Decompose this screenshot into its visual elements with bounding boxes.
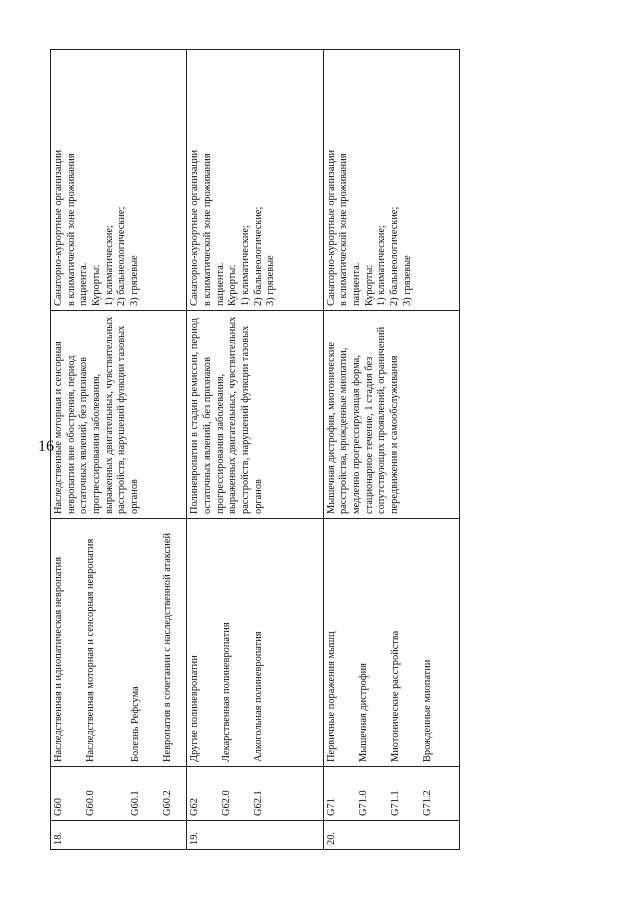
resort-line: 3) грязевые: [129, 255, 141, 306]
table-row: [187, 50, 323, 850]
resort-line: пациента.: [78, 262, 90, 306]
icd-code: G60.1: [130, 790, 141, 816]
resort-cell: [323, 50, 459, 311]
resort-line: Санаторно-курортные организации: [53, 149, 64, 306]
resort-line: пациента.: [214, 262, 226, 306]
icd-code: G62: [189, 798, 201, 816]
diagnosis-name: Миотонические расстройства: [389, 630, 401, 762]
diagnosis-name: Болезнь Рефсума: [130, 686, 141, 762]
resort-line: 3) грязевые: [401, 255, 413, 306]
resort-line: Курорты:: [363, 264, 375, 306]
icd-code: G60.2: [162, 790, 173, 816]
diagnosis-cell: [51, 519, 187, 767]
diagnosis-name: Мышечная дистрофия: [357, 663, 369, 762]
page-number: 16: [38, 438, 54, 455]
diagnosis-name: Алкогольная полиневропатия: [253, 631, 265, 762]
code-cell: [187, 767, 323, 821]
resort-line: 3) грязевые: [265, 255, 277, 306]
icd-code: G60: [53, 798, 64, 816]
resort-cell: [187, 50, 323, 311]
resort-line: 2) бальнеологические;: [116, 206, 128, 306]
diagnosis-name: Наследственная и идиопатическая невропатия: [53, 556, 64, 762]
resort-line: 2) бальнеологические;: [389, 206, 401, 306]
diagnosis-name: Первичные поражения мышц: [325, 631, 337, 762]
diagnosis-cell: [187, 519, 323, 767]
icd-code: G71.2: [421, 790, 433, 816]
resort-line: 1) климатические;: [103, 225, 115, 306]
icd-code: G71.1: [389, 790, 401, 816]
diagnosis-name: Лекарственная полиневропатия: [221, 622, 233, 762]
diagnosis-name: Невропатия в сочетании с наследственной атаксией: [162, 532, 173, 762]
resort-line: Курорты:: [227, 264, 239, 306]
condition-cell: Наследственные моторная и сенсорная невропатии вне обострения, период остаточных явлений, без признаков прогрессирования заболевания, выраженных двигательных, чувствительных расстройств, нарушений функции тазовых органов: [51, 311, 187, 519]
table-rotation-wrapper: [50, 50, 460, 850]
icd-code: G71: [325, 798, 337, 816]
row-number-cell: 20.: [323, 821, 459, 850]
code-cell: [323, 767, 459, 821]
resort-line: в климатической зоне проживания: [65, 153, 77, 306]
resort-indications-table: [50, 49, 460, 850]
resort-cell: [51, 50, 187, 311]
resort-line: Санаторно-курортные организации: [325, 149, 337, 306]
row-number-cell: 19.: [187, 821, 323, 850]
icd-code: G62.1: [253, 790, 265, 816]
diagnosis-name: Другие полиневропатии: [189, 655, 201, 762]
rotated-table-area: [50, 50, 460, 850]
table-row: [323, 50, 459, 850]
diagnosis-cell: [323, 519, 459, 767]
resort-line: 1) климатические;: [376, 225, 388, 306]
resort-line: 1) климатические;: [240, 225, 252, 306]
diagnosis-name: Наследственная моторная и сенсорная невропатия: [85, 538, 96, 762]
resort-line: Курорты:: [91, 264, 103, 306]
icd-code: G60.0: [85, 790, 96, 816]
resort-line: Санаторно-курортные организации: [189, 149, 201, 306]
resort-line: в климатической зоне проживания: [338, 153, 350, 306]
table-row: [51, 50, 187, 850]
row-number-cell: 18.: [51, 821, 187, 850]
condition-cell: Полиневропатии в стадии ремиссии, период остаточных явлений, без признаков прогрессирования заболевания, выраженных двигательных, чувствительных расстройств, нарушений функции тазовых органов: [187, 311, 323, 519]
resort-line: в климатической зоне проживания: [202, 153, 214, 306]
icd-code: G71.0: [357, 790, 369, 816]
diagnosis-name: Врожденные миопатии: [421, 659, 433, 762]
resort-line: пациента.: [351, 262, 363, 306]
resort-line: 2) бальнеологические;: [252, 206, 264, 306]
condition-cell: Мышечная дистрофия, миотонические расстройства, врожденные миопатии, медленно прогрессирующая форма, стационарное течение, 1 стадия без сопутствующих проявлений, ограничений передвижения и самообслуживания: [323, 311, 459, 519]
code-cell: [51, 767, 187, 821]
icd-code: G62.0: [221, 790, 233, 816]
